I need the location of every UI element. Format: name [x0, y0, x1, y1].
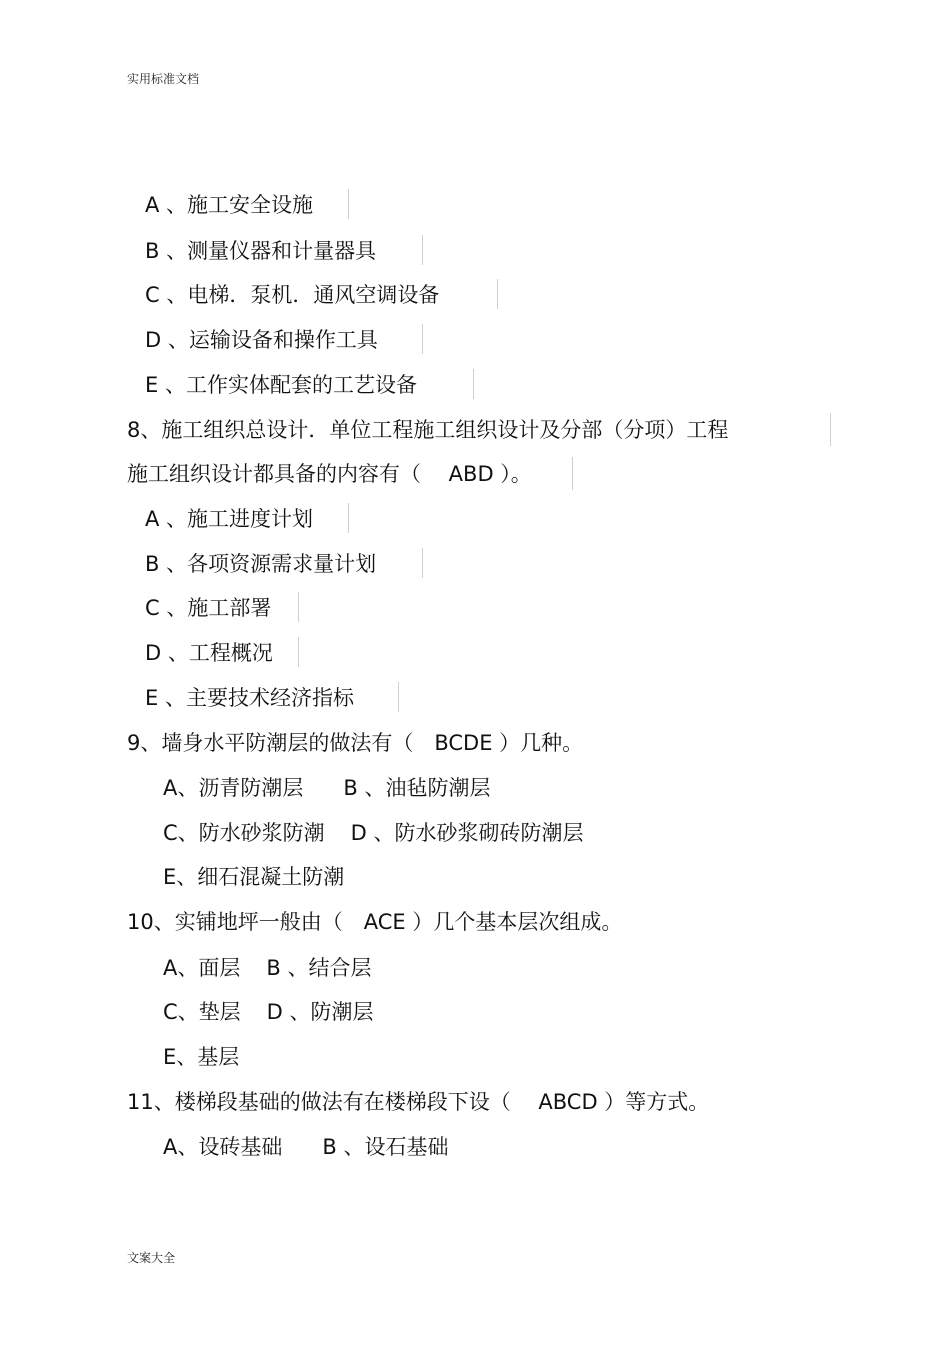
- text-cursor-mark: [348, 503, 349, 533]
- text-cursor-mark: [572, 457, 573, 490]
- text-cursor-mark: [422, 235, 423, 265]
- q10-options-row1: [163, 954, 371, 982]
- q10-option-d: D 、防潮层: [266, 1000, 374, 1024]
- q11-options-row1: [163, 1133, 448, 1161]
- q8-option-a: A 、施工进度计划: [145, 507, 314, 531]
- q9-options-row1: [163, 774, 490, 802]
- text-cursor-mark: [298, 637, 299, 667]
- q11-stem: 11、楼梯段基础的做法有在楼梯段下设（ ABCD ）等方式。: [127, 1090, 710, 1114]
- q9-option-a: A、沥青防潮层: [163, 776, 304, 800]
- q7-option-a: A 、施工安全设施: [145, 193, 314, 217]
- q8-option-d: D 、工程概况: [145, 641, 273, 665]
- text-cursor-mark: [497, 279, 498, 309]
- text-cursor-mark: [473, 369, 474, 399]
- q9-options-row3: [163, 863, 344, 891]
- text-cursor-mark: [398, 682, 399, 712]
- page-footer: 文案大全: [127, 1251, 176, 1265]
- text-cursor-mark: [298, 592, 299, 622]
- q10-option-a: A、面层: [163, 956, 241, 980]
- q8-stem-line2: 施工组织设计都具备的内容有（ ABD ）。: [127, 462, 532, 486]
- q9-stem: 9、墙身水平防潮层的做法有（ BCDE ）几种。: [127, 731, 584, 755]
- q8-option-e: E 、主要技术经济指标: [145, 686, 354, 710]
- text-cursor-mark: [830, 413, 831, 446]
- q8-option-b: B 、各项资源需求量计划: [145, 552, 377, 576]
- q10-options-row2: [163, 998, 374, 1026]
- q11-option-a: A、设砖基础: [163, 1135, 283, 1159]
- text-cursor-mark: [422, 548, 423, 578]
- q10-option-e: E、基层: [163, 1045, 240, 1069]
- q7-option-b: B 、测量仪器和计量器具: [145, 239, 377, 263]
- q10-option-c: C、垫层: [163, 1000, 241, 1024]
- q11-option-b: B 、设石基础: [322, 1135, 449, 1159]
- text-cursor-mark: [348, 189, 349, 219]
- q9-option-d: D 、防水砂浆砌砖防潮层: [350, 821, 584, 845]
- q8-option-c: C 、施工部署: [145, 596, 272, 620]
- q8-stem-line1: 8、施工组织总设计．单位工程施工组织设计及分部（分项）工程: [127, 418, 729, 442]
- q10-option-b: B 、结合层: [266, 956, 372, 980]
- q7-option-d: D 、运输设备和操作工具: [145, 328, 378, 352]
- q9-option-e: E、细石混凝土防潮: [163, 865, 345, 889]
- q7-option-c: C 、电梯．泵机．通风空调设备: [145, 283, 440, 307]
- q9-option-c: C、防水砂浆防潮: [163, 821, 325, 845]
- q10-options-row3: [163, 1043, 239, 1071]
- page-header: 实用标准文档: [127, 72, 200, 86]
- q7-option-e: E 、工作实体配套的工艺设备: [145, 373, 417, 397]
- text-cursor-mark: [422, 324, 423, 354]
- q10-stem: 10、实铺地坪一般由（ ACE ）几个基本层次组成。: [127, 910, 623, 934]
- q9-options-row2: [163, 819, 584, 847]
- q9-option-b: B 、油毡防潮层: [343, 776, 491, 800]
